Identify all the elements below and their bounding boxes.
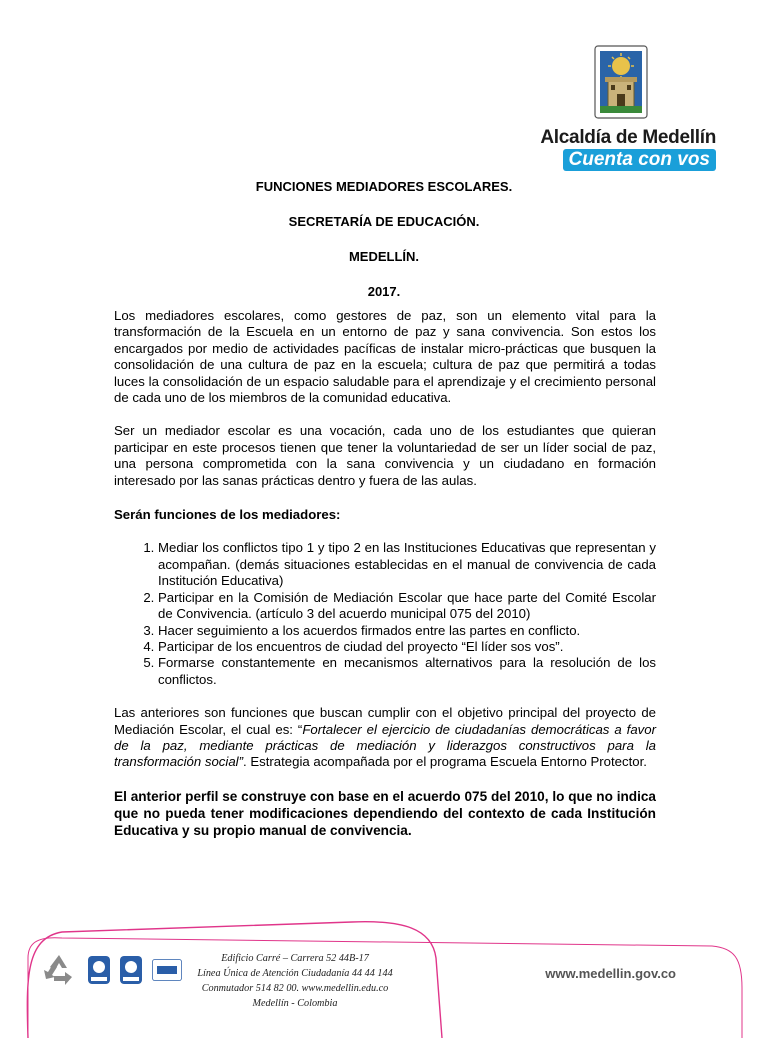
address-line: Medellín - Colombia xyxy=(252,998,338,1009)
list-item: 3. Hacer seguimiento a los acuerdos firmados entre las partes en conflicto. xyxy=(158,623,656,639)
objective-text-end: . Estrategia acompañada por el programa Escuela Entorno Protector. xyxy=(243,754,647,770)
list-item: 5. Formarse constantemente en mecanismos alternativos para la resolución de los conflictos. xyxy=(158,655,656,688)
iqnet-certification-icon xyxy=(120,956,142,984)
footer-address xyxy=(160,951,430,1011)
document-titles xyxy=(0,179,768,319)
icontec-certification-icon xyxy=(88,956,110,984)
alcaldia-logo xyxy=(526,44,716,171)
logo-name: Alcaldía de Medellín xyxy=(540,127,716,148)
objective-quote: Fortalecer el ejercicio de ciudadanías democráticas a favor de la paz, mediante prácticas de mediación y liderazgos constructivos para la transformación social” xyxy=(114,721,656,770)
title-secretaria: SECRETARÍA DE EDUCACIÓN. xyxy=(288,214,480,229)
address-line: Edificio Carré – Carrera 52 44B-17 xyxy=(221,953,369,964)
functions-heading: Serán funciones de los mediadores: xyxy=(114,507,341,523)
recycle-icon xyxy=(40,951,78,989)
footer-website-link[interactable]: www.medellin.gov.co xyxy=(545,966,676,981)
list-item: 1. Mediar los conflictos tipo 1 y tipo 2 en las Instituciones Educativas que representan y acompañan. (demás situaciones establecidas en el manual de convivencia de cada Institución Educativa) xyxy=(158,540,656,589)
objective-text-start: Las anteriores son funciones que buscan cumplir con el objetivo principal del proyecto de Mediación Escolar, el cual es: “ xyxy=(114,705,656,737)
title-year: 2017. xyxy=(367,284,401,299)
list-item: 2. Participar en la Comisión de Mediación Escolar que hace parte del Comité Escolar de Convivencia. (artículo 3 del acuerdo municipal 075 del 2010) xyxy=(158,590,656,623)
logo-slogan: Cuenta con vos xyxy=(563,149,716,171)
address-line: Conmutador 514 82 00. www.medellin.edu.co xyxy=(201,983,389,994)
paragraph-objective xyxy=(114,705,656,771)
document-body xyxy=(114,308,656,839)
address-line: Línea Única de Atención Ciudadanía 44 44 144 xyxy=(197,968,393,979)
paragraph-intro: Los mediadores escolares, como gestores de paz, son un elemento vital para la transformación de la Escuela en un entorno de paz y sana convivencia. Son estos los encargados por medio de actividades pacíficas de instalar micro-prácticas que busquen la consolidación de una cultura de paz en la escuela; cultura de paz que permitirá a todas luces la consolidación de un espacio saludable para el aprendizaje y el crecimiento personal de cada uno de los miembros de la comunidad educativa. xyxy=(114,308,656,406)
title-city: MEDELLÍN. xyxy=(348,249,420,264)
paragraph-vocation: Ser un mediador escolar es una vocación, cada uno de los estudiantes que quieran participar en este procesos tienen que tener la voluntariedad de ser un líder social de paz, una persona comprometida con la sana convivencia y un ciudadano en formación interesado por las sanas prácticas dentro y fuera de las aulas. xyxy=(114,423,656,488)
list-item: 4. Participar de los encuentros de ciudad del proyecto “El líder sos vos”. xyxy=(158,639,656,655)
title-functions: FUNCIONES MEDIADORES ESCOLARES. xyxy=(255,179,513,194)
paragraph-profile-note: El anterior perfil se construye con base en el acuerdo 075 del 2010, lo que no indica que no pueda tener modificaciones dependiendo del contexto de cada Institución Educativa y su propio manual de convivencia. xyxy=(114,788,656,838)
medellin-coat-of-arms-icon xyxy=(592,44,650,122)
functions-list xyxy=(114,540,656,688)
